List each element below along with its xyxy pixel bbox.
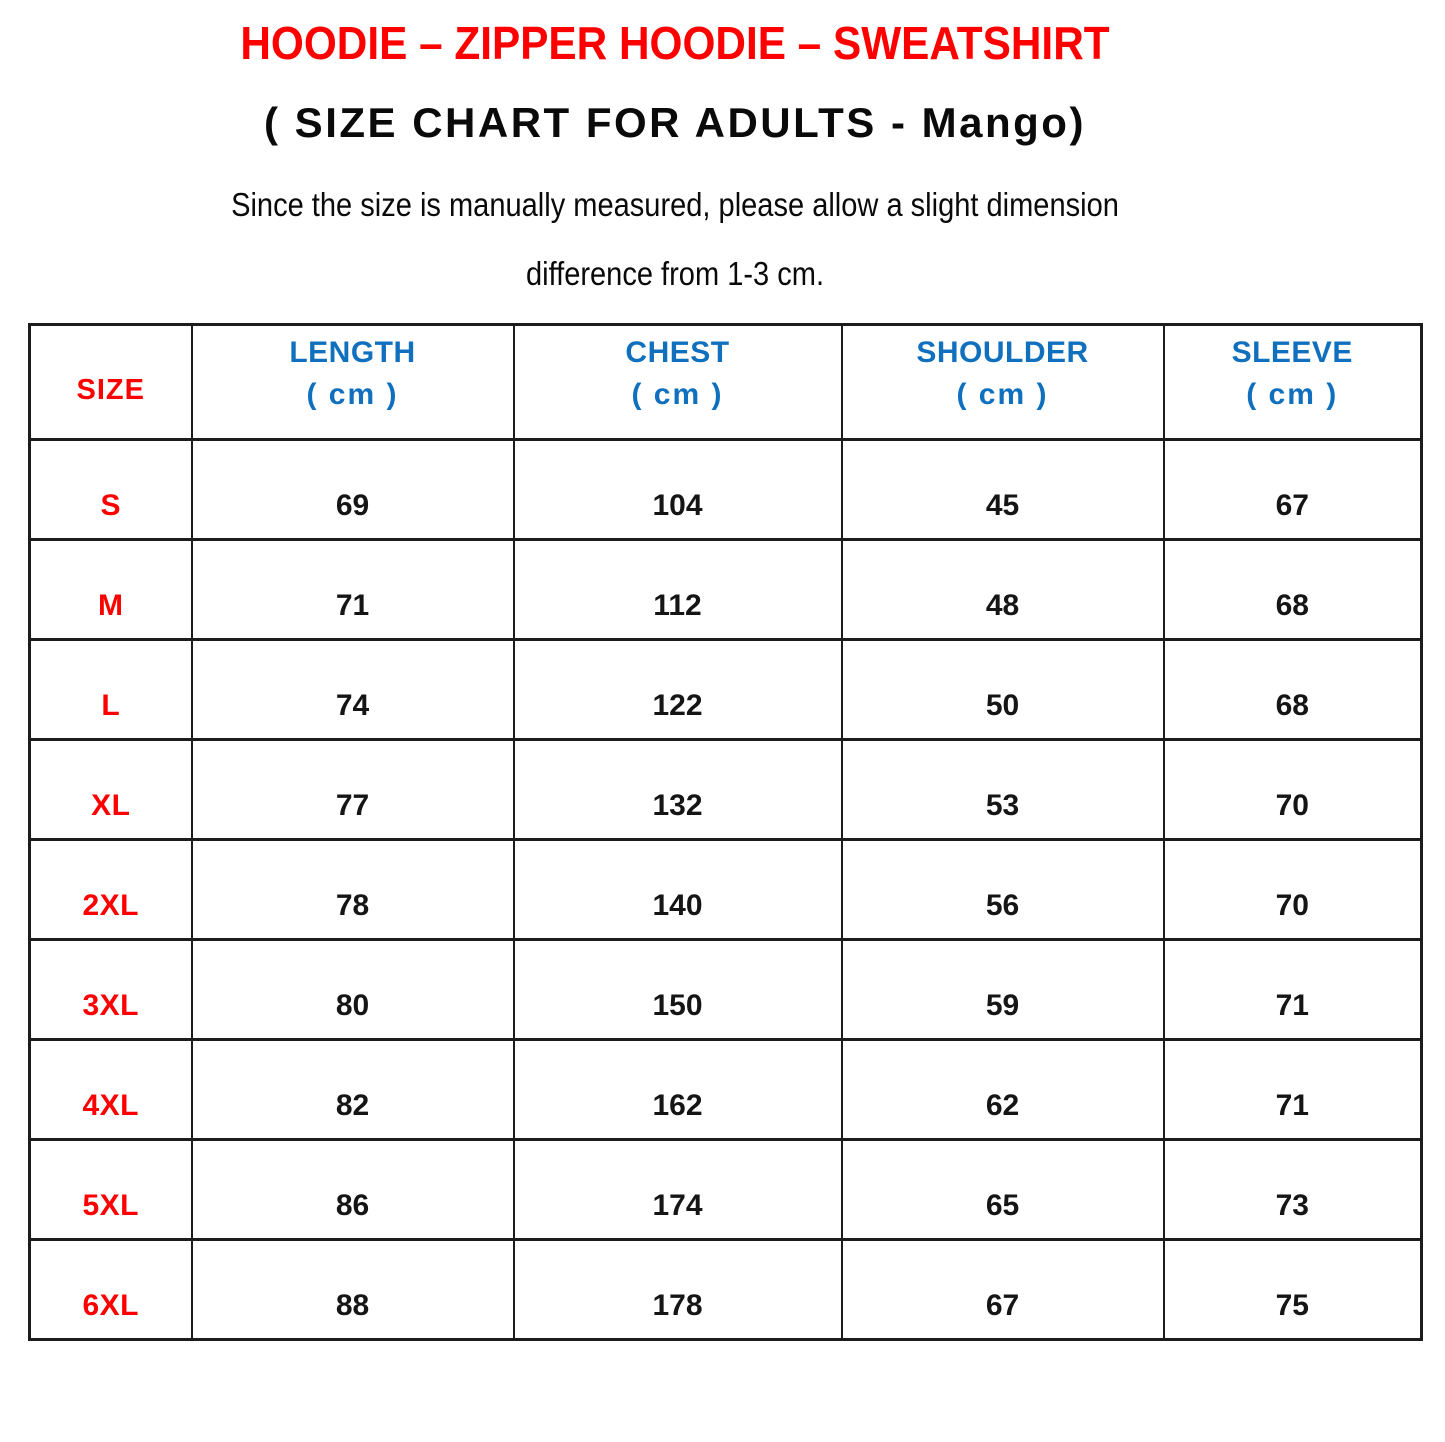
length-value: 77	[192, 740, 514, 840]
sleeve-value: 73	[1164, 1140, 1422, 1240]
chest-value: 122	[514, 640, 842, 740]
size-label: 4XL	[30, 1040, 192, 1140]
shoulder-value: 50	[842, 640, 1164, 740]
size-label: 5XL	[30, 1140, 192, 1240]
column-unit: ( cm )	[1246, 378, 1339, 411]
size-label: 3XL	[30, 940, 192, 1040]
table-row	[30, 840, 1422, 940]
shoulder-value: 67	[842, 1240, 1164, 1340]
length-value: 86	[192, 1140, 514, 1240]
table-header-row	[30, 325, 1422, 440]
page-title: HOODIE – ZIPPER HOODIE – SWEATSHIRT	[240, 17, 1110, 69]
shoulder-value: 53	[842, 740, 1164, 840]
shoulder-column-header	[842, 325, 1164, 440]
table-row	[30, 1140, 1422, 1240]
length-value: 88	[192, 1240, 514, 1340]
length-value: 74	[192, 640, 514, 740]
chest-column-header	[514, 325, 842, 440]
page-subtitle: ( SIZE CHART FOR ADULTS - Mango)	[264, 99, 1086, 146]
length-value: 82	[192, 1040, 514, 1140]
table-row	[30, 440, 1422, 540]
size-label: S	[30, 440, 192, 540]
sleeve-value: 71	[1164, 940, 1422, 1040]
note-line-1: Since the size is manually measured, please allow a slight dimension	[231, 186, 1119, 223]
column-label: SHOULDER	[916, 336, 1089, 369]
shoulder-value: 62	[842, 1040, 1164, 1140]
table-row	[30, 640, 1422, 740]
table-row	[30, 740, 1422, 840]
length-value: 69	[192, 440, 514, 540]
shoulder-value: 48	[842, 540, 1164, 640]
length-column-header	[192, 325, 514, 440]
column-unit: ( cm )	[631, 378, 724, 411]
sleeve-value: 75	[1164, 1240, 1422, 1340]
sleeve-value: 67	[1164, 440, 1422, 540]
size-label: XL	[30, 740, 192, 840]
size-label: M	[30, 540, 192, 640]
shoulder-value: 56	[842, 840, 1164, 940]
sleeve-value: 68	[1164, 540, 1422, 640]
table-row	[30, 1240, 1422, 1340]
sleeve-value: 70	[1164, 740, 1422, 840]
shoulder-value: 59	[842, 940, 1164, 1040]
table-row	[30, 540, 1422, 640]
chest-value: 174	[514, 1140, 842, 1240]
sleeve-value: 68	[1164, 640, 1422, 740]
sleeve-value: 71	[1164, 1040, 1422, 1140]
table-row	[30, 940, 1422, 1040]
length-value: 71	[192, 540, 514, 640]
chest-value: 140	[514, 840, 842, 940]
sleeve-value: 70	[1164, 840, 1422, 940]
sleeve-column-header	[1164, 325, 1422, 440]
column-label: SLEEVE	[1231, 336, 1353, 369]
size-label: 6XL	[30, 1240, 192, 1340]
chest-value: 162	[514, 1040, 842, 1140]
chest-value: 104	[514, 440, 842, 540]
size-chart-table	[28, 323, 1423, 1341]
table-row	[30, 1040, 1422, 1140]
shoulder-value: 65	[842, 1140, 1164, 1240]
header-block	[0, 0, 1350, 292]
size-label: 2XL	[30, 840, 192, 940]
size-label: L	[30, 640, 192, 740]
length-value: 80	[192, 940, 514, 1040]
chest-value: 112	[514, 540, 842, 640]
size-column-header: SIZE	[30, 325, 192, 440]
column-label: LENGTH	[289, 336, 416, 369]
chest-value: 150	[514, 940, 842, 1040]
shoulder-value: 45	[842, 440, 1164, 540]
column-unit: ( cm )	[306, 378, 399, 411]
chest-value: 132	[514, 740, 842, 840]
note-line-2: difference from 1-3 cm.	[525, 255, 825, 292]
chest-value: 178	[514, 1240, 842, 1340]
column-unit: ( cm )	[956, 378, 1049, 411]
length-value: 78	[192, 840, 514, 940]
column-label: CHEST	[625, 336, 730, 369]
